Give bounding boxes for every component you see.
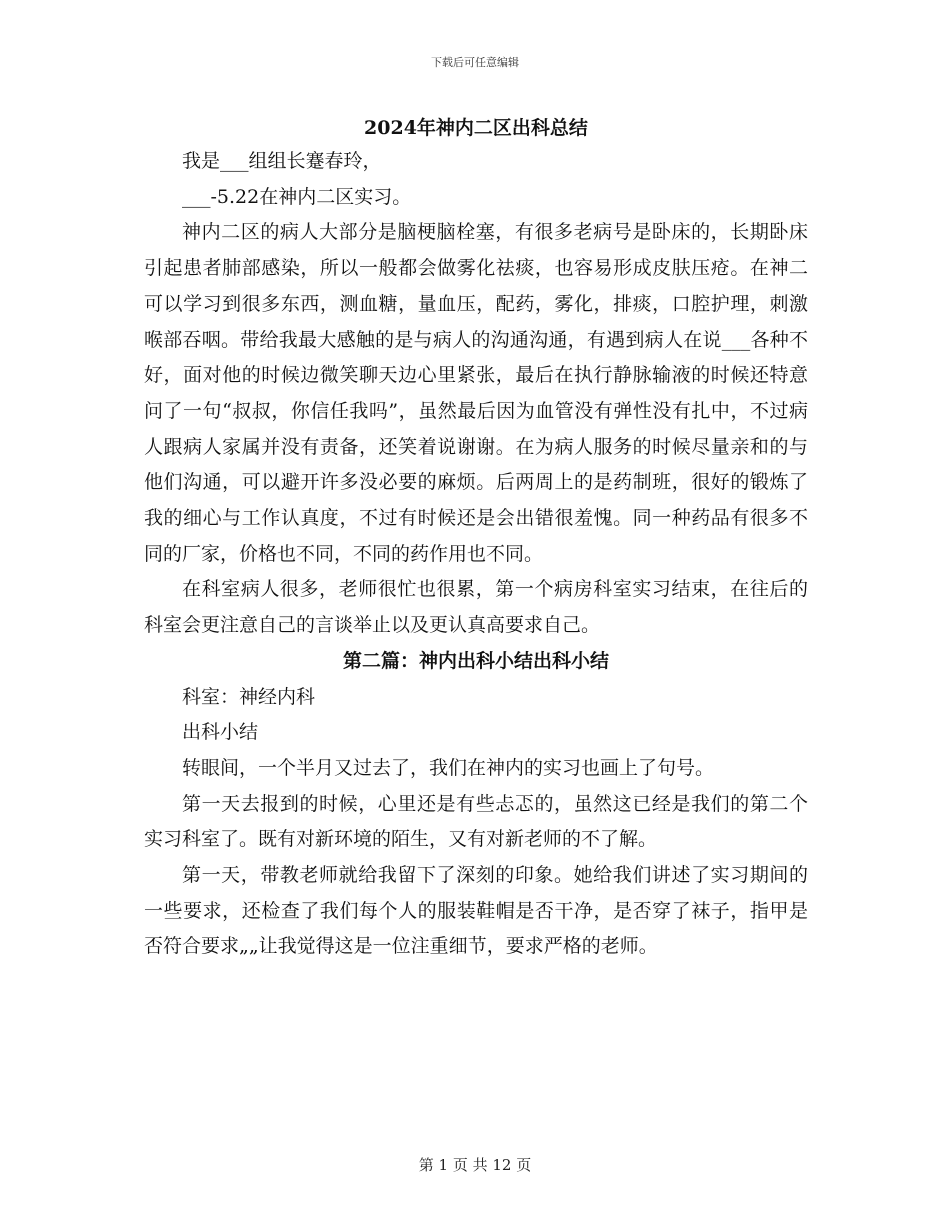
page-footer: 第 1 页 共 12 页	[418, 1156, 532, 1174]
paragraph-ward-experience: 神内二区的病人大部分是脑梗脑栓塞，有很多老病号是卧床的，长期卧床引起患者肺部感染，所以一般都会做雾化祛痰，也容易形成皮肤压疮。在神二可以学习到很多东西，测血糖，量血压，配药，雾化，排痰，口腔护理，刺激喉部吞咽。带给我最大感触的是与病人的沟通沟通，有遇到病人在说___各种不好，面对他的时候边微笑聊天边心里紧张，最后在执行静脉输液的时候还特意问了一句“叔叔，你信任我吗”，虽然最后因为血管没有弹性没有扎中，不过病人跟病人家属并没有责备，还笑着说谢谢。在为病人服务的时候尽量亲和的与他们沟通，可以避开许多没必要的麻烦。后两周上的是药制班，很好的锻炼了我的细心与工作认真度，不过有时候还是会出错很羞愧。同一种药品有很多不同的厂家，价格也不同，不同的药作用也不同。	[144, 221, 808, 565]
paragraph-intro-dates: ___-5.22在神内二区实习。	[182, 185, 412, 208]
paragraph-first-day-report: 第一天去报到的时候，心里还是有些忐忑的，虽然这已经是我们的第二个实习科室了。既有对新环境的陌生，又有对新老师的不了解。	[144, 792, 808, 851]
paragraph-time-passed: 转眼间，一个半月又过去了，我们在神内的实习也画上了句号。	[182, 756, 715, 779]
header-note: 下载后可任意编辑	[431, 56, 519, 69]
paragraph-subheading: 出科小结	[182, 721, 259, 744]
section-title: 第二篇：神内出科小结出科小结	[342, 649, 609, 672]
paragraph-department: 科室：神经内科	[182, 685, 316, 708]
paragraph-teacher-impression: 第一天，带教老师就给我留下了深刻的印象。她给我们讲述了实习期间的一些要求，还检查了我们每个人的服装鞋帽是否干净，是否穿了袜子，指甲是否符合要求„„让我觉得这是一位注重细节，要求严格的老师。	[144, 864, 808, 958]
paragraph-intro-name: 我是___组组长蹇春玲，	[182, 150, 382, 172]
paragraph-ward-conclusion: 在科室病人很多，老师很忙也很累，第一个病房科室实习结束，在往后的科室会更注意自己的言谈举止以及更认真高要求自己。	[144, 578, 808, 637]
document-body	[144, 112, 808, 965]
document-title: 2024年神内二区出科总结	[364, 117, 588, 139]
